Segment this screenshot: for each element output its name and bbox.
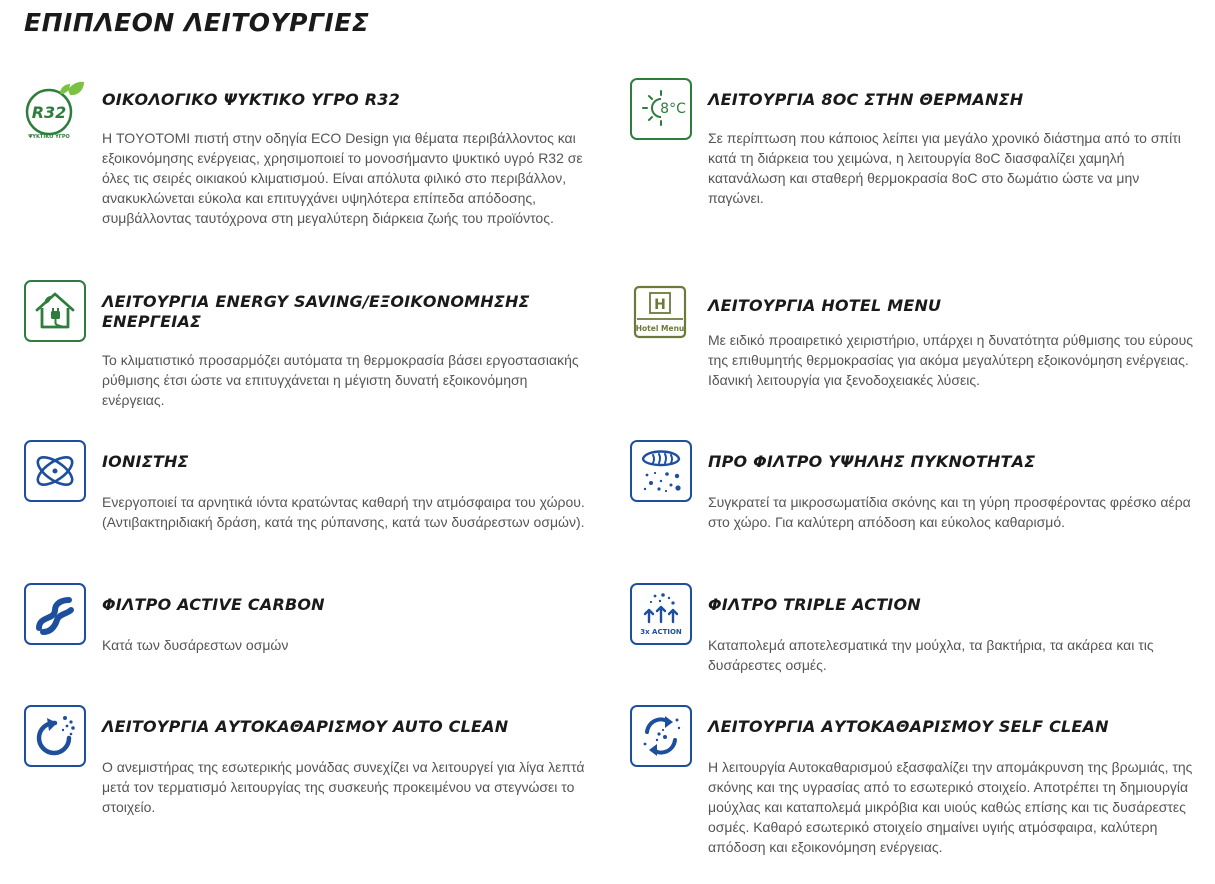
feature-description: Η λειτουργία Αυτοκαθαρισμού εξασφαλίζει την απομάκρυνση της βρωμιάς, της σκόνης και της υγρασίας από το εσωτερικό στοιχείο. Αποτρέπει τη δημιουργία μούχλας και καταπολεμά μικρόβια και υιούς καθώς επίσης και τις δυσάρεστες οσμές. Καθαρό εσωτερικό στοιχείο σημαίνει υγιής ατμόσφαιρα, καλύτερη απόδοση και εξοικονόμηση ενέργειας. [708,759,1193,855]
feature-description: Ενεργοποιεί τα αρνητικά ιόντα κρατώντας καθαρή την ατμόσφαιρα του χώρου. (Αντιβακτηριδιακή δράση, κατά της ρύπανσης, κατά των δυσάρεστων οσμών). [102,494,585,530]
feature-description: Συγκρατεί τα μικροσωματίδια σκόνης και τη γύρη προσφέροντας φρέσκο αέρα στο χώρο. Για καλύτερη απόδοση και εύκολος καθαρισμό. [708,494,1191,530]
feature-title: ΙΟΝΙΣΤΗΣ [102,452,189,471]
svg-text:Hotel Menu: Hotel Menu [635,324,685,333]
hotel-menu-icon [630,280,690,342]
svg-text:H: H [654,297,666,313]
feature-title: ΦΙΛΤΡΟ TRIPLE ACTION [708,595,921,614]
page-title: ΕΠΙΠΛΕΟΝ ΛΕΙΤΟΥΡΓΙΕΣ [24,8,370,37]
feature-description: Καταπολεμά αποτελεσματικά την μούχλα, τα βακτήρια, τα ακάρεα και τις δυσάρεστες οσμές. [708,637,1154,673]
feature-description: Η TOYOTOMI πιστή στην οδηγία ECO Design για θέματα περιβάλλοντος και εξοικονόμησης ενέργειας, χρησιμοποιεί το μονοσήμαντο ψυκτικό υγρό R32 σε όλες τις σειρές οικιακού κλιματισμού. Είναι απόλυτα φιλικό στο περιβάλλον, ανακυκλώνεται εύκολα και επιτυγχάνει υψηλότερα επίπεδα απόδοσης, συμβάλλοντας ταυτόχρονα στη μεγαλύτερη διάρκεια ζωής του προϊόντος. [102,130,583,226]
sun-8c-icon [630,78,692,140]
feature-title: ΛΕΙΤΟΥΡΓΙΑ 8OC ΣΤΗΝ ΘΕΡΜΑΝΣΗ [708,90,1024,109]
pre-filter-icon [630,440,692,502]
feature-title: ΛΕΙΤΟΥΡΓΙΑ ΑΥΤΟΚΑΘΑΡΙΣΜΟΥ AUTO CLEAN [102,717,509,736]
feature-title: ΛΕΙΤΟΥΡΓΙΑ ΑΥΤΟΚΑΘΑΡΙΣΜΟΥ SELF CLEAN [708,717,1109,736]
auto-clean-icon [24,705,86,767]
svg-text:ΨΥΚΤΙΚΟ ΥΓΡΟ: ΨΥΚΤΙΚΟ ΥΓΡΟ [28,134,70,140]
active-carbon-icon [24,583,86,645]
feature-description: Κατά των δυσάρεστων οσμών [102,637,289,653]
feature-title: ΠΡΟ ΦΙΛΤΡΟ ΥΨΗΛΗΣ ΠΥΚΝΟΤΗΤΑΣ [708,452,1036,471]
r32-eco-refrigerant-icon [24,78,86,140]
feature-description: Σε περίπτωση που κάποιος λείπει για μεγάλο χρονικό διάστημα από το σπίτι κατά τη διάρκεια του χειμώνα, η λειτουργία 8oC διασφαλίζει χαμηλή κατανάλωση και σταθερή θερμοκρασία 8oC στο δωμάτιο ώστε να μην παγώνει. [708,130,1181,206]
svg-text:R32: R32 [31,103,67,122]
eco-house-plug-icon [24,280,86,342]
feature-title: ΦΙΛΤΡΟ ACTIVE CARBON [102,595,325,614]
feature-title: ΟΙΚΟΛΟΓΙΚΟ ΨΥΚΤΙΚΟ ΥΓΡΟ R32 [102,90,400,109]
svg-text:8°C: 8°C [660,101,686,117]
feature-description: Το κλιματιστικό προσαρμόζει αυτόματα τη θερμοκρασία βάσει εργοστασιακής ρύθμισης έτσι ώστε να επιτυγχάνεται η μέγιστη δυνατή εξοικονόμηση ενέργειας. [102,352,579,408]
ionizer-atom-icon [24,440,86,502]
feature-title: ΛΕΙΤΟΥΡΓΙΑ ENERGY SAVING/ΕΞΟΙΚΟΝΟΜΗΣΗΣ ΕΝΕΡΓΕΙΑΣ [102,292,530,331]
triple-action-icon [630,583,692,645]
self-clean-icon [630,705,692,767]
feature-title: ΛΕΙΤΟΥΡΓΙΑ HOTEL MENU [708,296,942,315]
feature-description: Ο ανεμιστήρας της εσωτερικής μονάδας συνεχίζει να λειτουργεί για λίγα λεπτά μετά τον τερματισμό λειτουργίας της συσκευής προκειμένου να στεγνώσει το στοιχείο. [102,759,585,815]
feature-description: Με ειδικό προαιρετικό χειριστήριο, υπάρχει η δυνατότητα ρύθμισης του εύρους της επιθυμητής θερμοκρασίας για ακόμα μεγαλύτερη εξοικονόμηση ενέργειας. Ιδανική λειτουργία για ξενοδοχειακές λύσεις. [708,332,1193,388]
svg-text:3x ACTION: 3x ACTION [640,628,682,636]
